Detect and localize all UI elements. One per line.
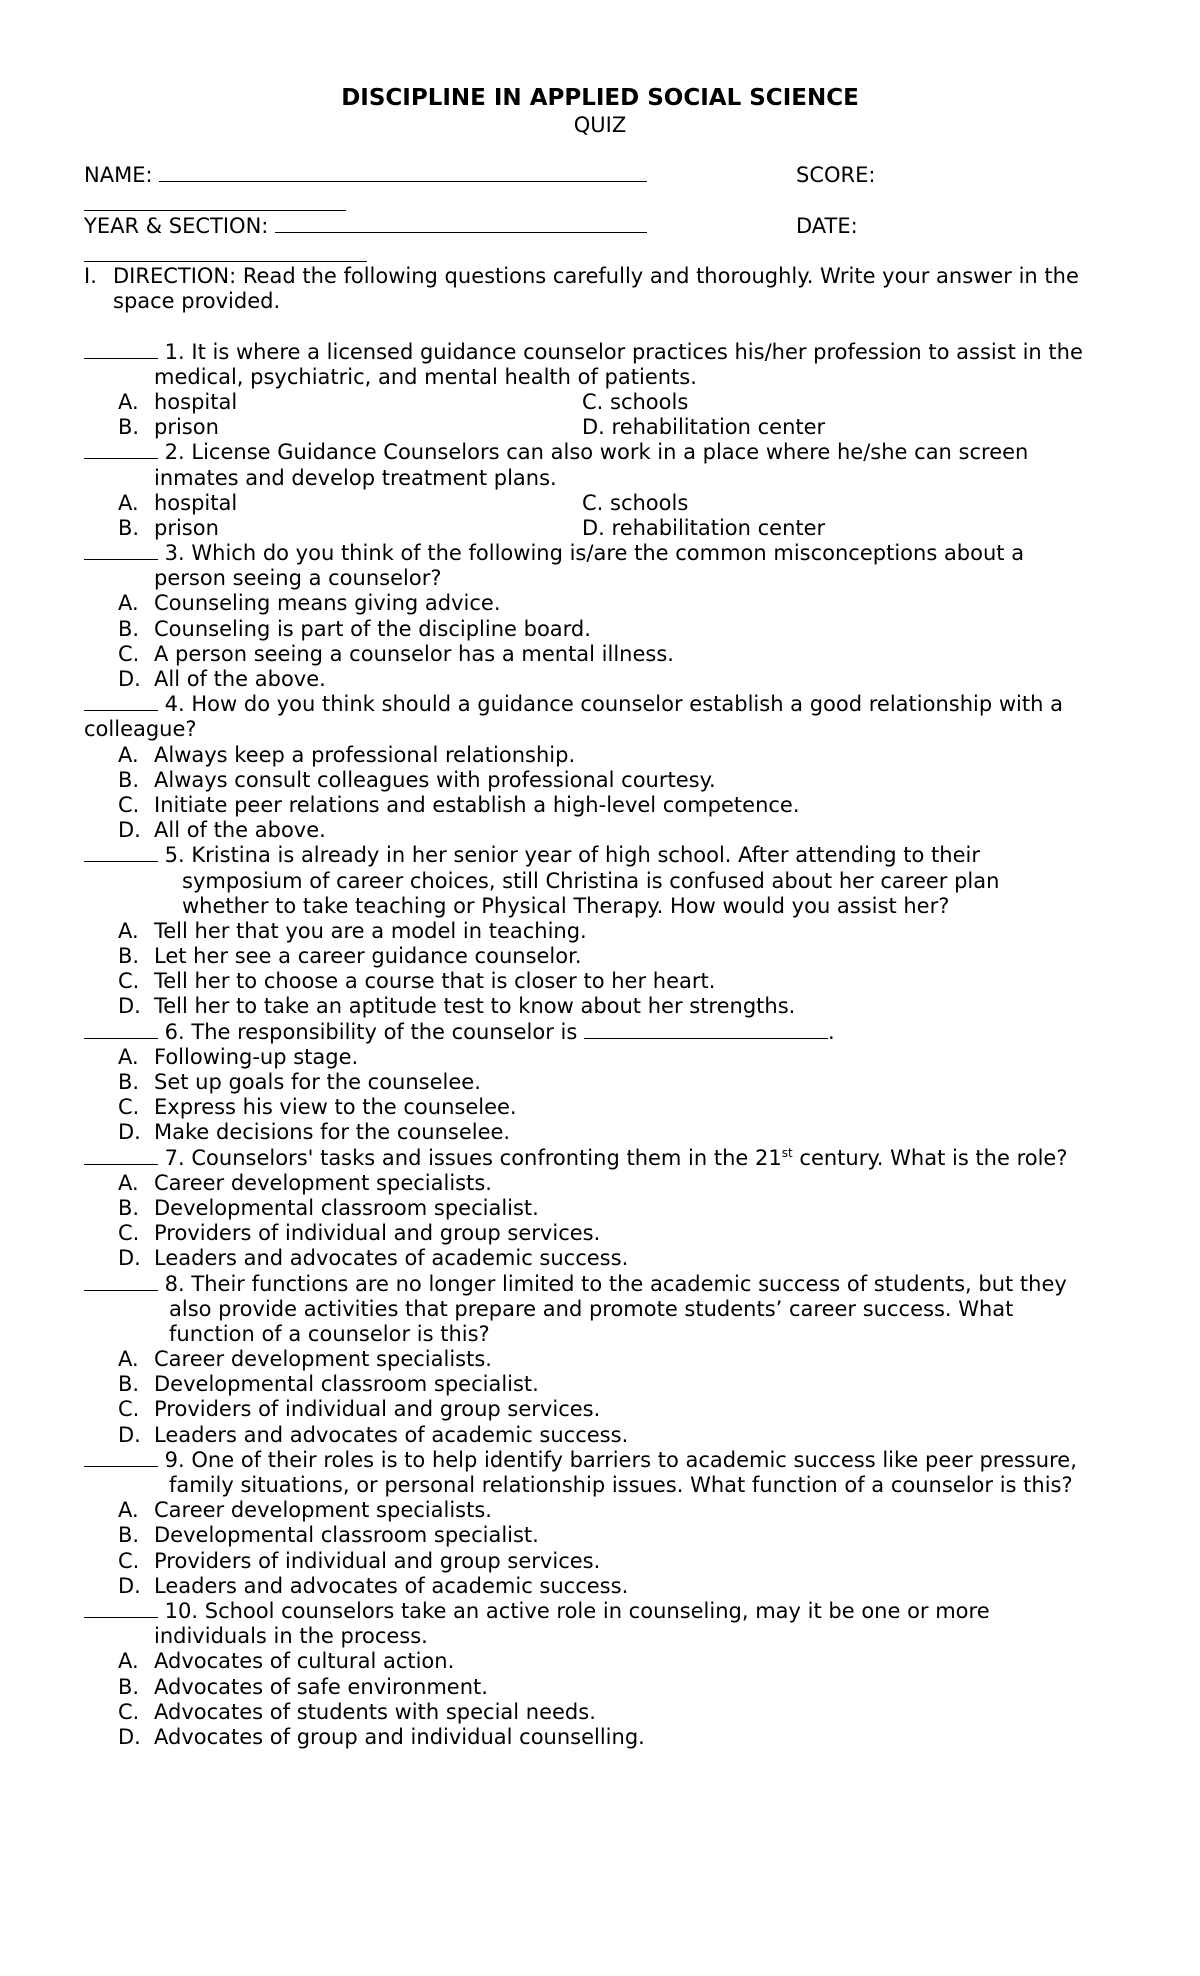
answer-option bbox=[84, 617, 1124, 642]
option-letter: B. bbox=[118, 1674, 140, 1699]
option-letter: B. bbox=[118, 1070, 140, 1094]
answer-blank[interactable] bbox=[84, 843, 158, 862]
option-letter: A. bbox=[118, 1170, 139, 1195]
answer-option bbox=[84, 1725, 1124, 1750]
answer-option bbox=[84, 415, 1124, 440]
option-text: All of the above. bbox=[154, 667, 326, 691]
answer-option bbox=[84, 1372, 1124, 1397]
option-text-right: D. rehabilitation center bbox=[582, 415, 826, 440]
option-letter: B. bbox=[118, 1195, 140, 1220]
question-4 bbox=[84, 692, 1124, 843]
option-text: Tell her that you are a model in teaching. bbox=[154, 918, 587, 943]
question-6 bbox=[84, 1020, 1124, 1146]
answer-option bbox=[84, 1171, 1124, 1196]
option-text: Career development specialists. bbox=[154, 1170, 492, 1195]
question-text: 1. It is where a licensed guidance counselor practices his/her profession to assist in the bbox=[158, 339, 1083, 364]
question-stem bbox=[84, 440, 1124, 465]
name-field bbox=[84, 162, 647, 188]
option-letter: D. bbox=[118, 1573, 141, 1598]
answer-option bbox=[84, 591, 1124, 616]
option-letter: B. bbox=[118, 1372, 140, 1397]
question-continuation: person seeing a counselor? bbox=[154, 566, 442, 591]
option-text: Make decisions for the counselee. bbox=[154, 1120, 511, 1145]
score-label: SCORE: bbox=[796, 163, 876, 187]
answer-blank[interactable] bbox=[84, 440, 158, 459]
answer-option bbox=[84, 1498, 1124, 1523]
option-text: Advocates of cultural action. bbox=[154, 1649, 455, 1674]
question-1 bbox=[84, 340, 1124, 441]
option-letter: A. bbox=[118, 1649, 139, 1674]
question-stem bbox=[84, 1599, 1124, 1624]
question-list bbox=[84, 340, 1124, 1751]
name-label: NAME: bbox=[84, 163, 153, 187]
answer-option bbox=[84, 1700, 1124, 1725]
option-text: Following-up stage. bbox=[154, 1044, 359, 1069]
question-2 bbox=[84, 440, 1124, 541]
option-text: Initiate peer relations and establish a high-level competence. bbox=[154, 792, 800, 817]
option-letter: D. bbox=[118, 1120, 141, 1145]
year-section-field bbox=[84, 213, 647, 239]
answer-blank[interactable] bbox=[84, 1448, 158, 1467]
question-stem bbox=[84, 541, 1124, 566]
answer-option bbox=[84, 793, 1124, 818]
option-letter: C. bbox=[118, 792, 140, 817]
question-continuation: family situations, or personal relationship issues. What function of a counselor is this? bbox=[169, 1473, 1073, 1497]
answer-option bbox=[84, 491, 1124, 516]
answer-option bbox=[84, 1196, 1124, 1221]
question-continuation: function of a counselor is this? bbox=[169, 1321, 490, 1346]
question-text: 3. Which do you think of the following is/are the common misconceptions about a bbox=[158, 541, 1025, 566]
answer-option bbox=[84, 1649, 1124, 1674]
answer-option bbox=[84, 1095, 1124, 1120]
option-text: Career development specialists. bbox=[154, 1498, 492, 1523]
option-text: hospital bbox=[154, 389, 238, 414]
option-text: Leaders and advocates of academic success. bbox=[154, 1422, 629, 1447]
answer-option bbox=[84, 818, 1124, 843]
option-letter: A. bbox=[118, 490, 139, 515]
option-text-right: C. schools bbox=[582, 490, 689, 515]
answer-option bbox=[84, 1120, 1124, 1145]
option-text: Tell her to take an aptitude test to know about her strengths. bbox=[154, 994, 796, 1019]
question-text: 2. License Guidance Counselors can also work in a place where he/she can screen bbox=[158, 440, 1029, 465]
answer-blank[interactable] bbox=[84, 692, 158, 711]
question-stem bbox=[84, 1146, 1124, 1171]
question-text: 8. Their functions are no longer limited to the academic success of students, but they bbox=[158, 1271, 1067, 1296]
question-continuation: individuals in the process. bbox=[154, 1624, 428, 1649]
question-10 bbox=[84, 1599, 1124, 1750]
option-letter: D. bbox=[118, 1246, 141, 1271]
option-letter: B. bbox=[118, 944, 140, 969]
question-text: 7. Counselors' tasks and issues confronting them in the 21 bbox=[158, 1145, 782, 1170]
question-text: 10. School counselors take an active role in counseling, may it be one or more bbox=[158, 1598, 990, 1623]
option-letter: A. bbox=[118, 918, 139, 943]
option-letter: B. bbox=[118, 515, 140, 540]
option-text: Providers of individual and group services. bbox=[154, 1221, 601, 1246]
option-letter: D. bbox=[118, 667, 141, 691]
question-continuation: also provide activities that prepare and promote students’ career success. What bbox=[169, 1296, 1014, 1321]
answer-option bbox=[84, 919, 1124, 944]
section-number: I. bbox=[84, 264, 97, 288]
answer-option bbox=[84, 667, 1124, 692]
option-text: Always keep a professional relationship. bbox=[154, 742, 576, 767]
answer-option bbox=[84, 1246, 1124, 1271]
answer-blank[interactable] bbox=[84, 1272, 158, 1291]
option-text: prison bbox=[154, 415, 219, 440]
option-text: Developmental classroom specialist. bbox=[154, 1523, 539, 1548]
question-stem bbox=[84, 1272, 1124, 1297]
answer-option bbox=[84, 1397, 1124, 1422]
option-letter: B. bbox=[118, 415, 140, 440]
question-text: 4. How do you think should a guidance counselor establish a good relationship with a bbox=[158, 692, 1063, 717]
answer-option bbox=[84, 944, 1124, 969]
option-text: Let her see a career guidance counselor. bbox=[154, 944, 582, 969]
option-letter: D. bbox=[118, 818, 141, 843]
option-text: Express his view to the counselee. bbox=[154, 1095, 517, 1120]
option-text: Counseling means giving advice. bbox=[154, 591, 501, 616]
answer-option bbox=[84, 1423, 1124, 1448]
option-letter: C. bbox=[118, 1397, 140, 1422]
answer-option bbox=[84, 969, 1124, 994]
question-5 bbox=[84, 843, 1124, 1019]
question-9 bbox=[84, 1448, 1124, 1599]
question-3 bbox=[84, 541, 1124, 692]
question-text: 6. The responsibility of the counselor is bbox=[158, 1019, 584, 1044]
answer-option bbox=[84, 1045, 1124, 1070]
direction-line-1: I. DIRECTION: Read the following questions carefully and thoroughly. Write your answer in the bbox=[84, 264, 1079, 288]
option-letter: B. bbox=[118, 767, 140, 792]
fill-in-blank[interactable] bbox=[584, 1020, 828, 1039]
option-text: Counseling is part of the discipline board. bbox=[154, 616, 591, 641]
superscript: st bbox=[781, 1145, 793, 1160]
name-blank[interactable] bbox=[159, 163, 647, 182]
option-text: Advocates of students with special needs. bbox=[154, 1699, 596, 1724]
answer-option bbox=[84, 1675, 1124, 1700]
year-section-label: YEAR & SECTION: bbox=[84, 214, 269, 238]
answer-option bbox=[84, 1574, 1124, 1599]
question-stem bbox=[84, 1020, 1124, 1045]
option-text: Tell her to choose a course that is closer to her heart. bbox=[154, 969, 716, 994]
option-text: Leaders and advocates of academic success. bbox=[154, 1573, 629, 1598]
option-letter: C. bbox=[118, 1095, 140, 1120]
question-end: . bbox=[827, 1019, 835, 1044]
answer-option bbox=[84, 390, 1124, 415]
option-letter: A. bbox=[118, 389, 139, 414]
answer-option bbox=[84, 516, 1124, 541]
option-text: Always consult colleagues with professional courtesy. bbox=[154, 767, 716, 792]
spacer bbox=[84, 314, 1124, 339]
question-stem bbox=[84, 692, 1124, 717]
option-text: Advocates of safe environment. bbox=[154, 1674, 488, 1699]
question-continuation: medical, psychiatric, and mental health of patients. bbox=[154, 364, 697, 389]
option-letter: A. bbox=[118, 1498, 139, 1523]
question-continuation: inmates and develop treatment plans. bbox=[154, 465, 557, 490]
answer-blank[interactable] bbox=[84, 340, 158, 359]
option-letter: C. bbox=[118, 1221, 140, 1246]
answer-option bbox=[84, 1523, 1124, 1548]
option-letter: D. bbox=[118, 1724, 141, 1749]
option-letter: B. bbox=[118, 616, 140, 641]
answer-option bbox=[84, 743, 1124, 768]
score-blank[interactable] bbox=[84, 210, 346, 211]
option-text: A person seeing a counselor has a mental illness. bbox=[154, 641, 674, 666]
answer-option bbox=[84, 768, 1124, 793]
question-7 bbox=[84, 1146, 1124, 1272]
question-8 bbox=[84, 1272, 1124, 1448]
date-label: DATE: bbox=[796, 214, 858, 238]
answer-blank[interactable] bbox=[84, 541, 158, 560]
option-text: Set up goals for the counselee. bbox=[154, 1070, 481, 1094]
question-text: 9. One of their roles is to help identify barriers to academic success like peer pressure, bbox=[158, 1447, 1077, 1472]
option-letter: B. bbox=[118, 1523, 140, 1548]
answer-option bbox=[84, 1070, 1124, 1095]
option-text: Leaders and advocates of academic success. bbox=[154, 1246, 629, 1271]
answer-option bbox=[84, 642, 1124, 667]
option-text: prison bbox=[154, 515, 219, 540]
quiz-body bbox=[84, 262, 1124, 1750]
answer-blank[interactable] bbox=[84, 1020, 158, 1039]
option-letter: C. bbox=[118, 1548, 140, 1573]
option-letter: A. bbox=[118, 591, 139, 616]
document-title: DISCIPLINE IN APPLIED SOCIAL SCIENCE bbox=[341, 85, 859, 111]
question-continuation: whether to take teaching or Physical Therapy. How would you assist her? bbox=[182, 893, 950, 918]
question-stem bbox=[84, 340, 1124, 365]
option-text-right: D. rehabilitation center bbox=[582, 515, 826, 540]
answer-blank[interactable] bbox=[84, 1146, 158, 1165]
option-letter: A. bbox=[118, 1347, 139, 1372]
option-text: hospital bbox=[154, 490, 238, 515]
answer-option bbox=[84, 1549, 1124, 1574]
option-text-right: C. schools bbox=[582, 389, 689, 414]
question-stem bbox=[84, 1448, 1124, 1473]
direction-line-2: space provided. bbox=[113, 289, 281, 314]
option-text: Advocates of group and individual counselling. bbox=[154, 1724, 645, 1749]
option-letter: A. bbox=[118, 742, 139, 767]
answer-option bbox=[84, 994, 1124, 1019]
document-subtitle: QUIZ bbox=[573, 113, 627, 137]
option-letter: D. bbox=[118, 1422, 141, 1447]
question-tail: century. What is the role? bbox=[792, 1145, 1068, 1170]
option-letter: C. bbox=[118, 1699, 140, 1724]
year-section-blank[interactable] bbox=[275, 214, 647, 233]
option-letter: D. bbox=[118, 994, 141, 1019]
question-text: 5. Kristina is already in her senior year of high school. After attending to their bbox=[158, 843, 980, 868]
answer-option bbox=[84, 1347, 1124, 1372]
option-text: Career development specialists. bbox=[154, 1347, 492, 1372]
question-continuation: symposium of career choices, still Christina is confused about her career plan bbox=[182, 868, 1000, 893]
option-text: Providers of individual and group services. bbox=[154, 1548, 601, 1573]
question-continuation: colleague? bbox=[84, 717, 197, 742]
option-letter: C. bbox=[118, 969, 140, 994]
option-text: All of the above. bbox=[154, 818, 326, 843]
option-letter: A. bbox=[118, 1044, 139, 1069]
option-text: Developmental classroom specialist. bbox=[154, 1195, 539, 1220]
option-text: Developmental classroom specialist. bbox=[154, 1372, 539, 1397]
answer-option bbox=[84, 1221, 1124, 1246]
option-letter: C. bbox=[118, 641, 140, 666]
answer-blank[interactable] bbox=[84, 1599, 158, 1618]
question-stem bbox=[84, 843, 1124, 868]
option-text: Providers of individual and group services. bbox=[154, 1397, 601, 1422]
